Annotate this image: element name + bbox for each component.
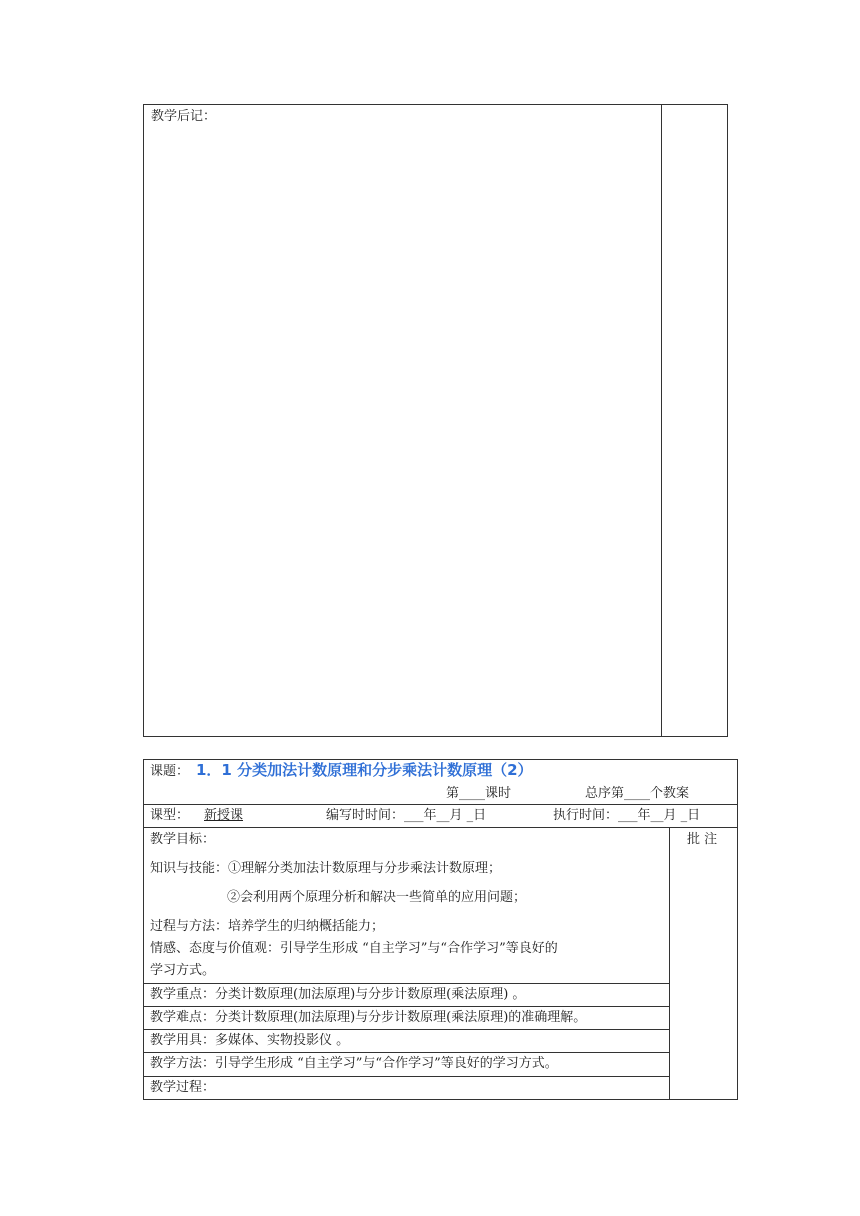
emotion-values-1: 情感、态度与价值观：引导学生形成 “自主学习”与“合作学习”等良好的: [150, 941, 558, 956]
teaching-methods: 教学方法：引导学生形成 “自主学习”与“合作学习”等良好的学习方式。: [150, 1056, 558, 1071]
row-divider: [143, 983, 669, 984]
row-divider: [143, 827, 738, 828]
process-methods: 过程与方法：培养学生的归纳概括能力；: [150, 919, 385, 934]
annotation-label: 批 注: [687, 832, 718, 847]
row-divider: [143, 1006, 669, 1007]
afterword-table: [143, 104, 728, 737]
process-label: 教学过程：: [150, 1080, 216, 1095]
execution-time: 执行时间：___年__月 _日: [553, 808, 701, 823]
row-divider: [143, 1076, 669, 1077]
afterword-column-divider: [661, 104, 662, 737]
total-plan-number: 总序第____个教案: [585, 786, 690, 801]
teaching-tools: 教学用具：多媒体、实物投影仪 。: [150, 1033, 350, 1048]
emotion-values-2: 学习方式。: [150, 963, 216, 978]
annotation-column-divider: [669, 827, 670, 1100]
row-divider: [143, 1052, 669, 1053]
lesson-type-value: 新授课: [204, 808, 244, 823]
afterword-label: 教学后记：: [151, 109, 217, 124]
topic-title: 1．1 分类加法计数原理和分步乘法计数原理（2）: [196, 761, 533, 779]
objectives-label: 教学目标：: [150, 832, 216, 847]
lesson-number: 第____课时: [446, 786, 512, 801]
knowledge-skills-2: ②会利用两个原理分析和解决一些简单的应用问题；: [227, 890, 527, 905]
knowledge-skills-1: 知识与技能：①理解分类加法计数原理与分步乘法计数原理；: [150, 861, 502, 876]
difficulties: 教学难点：分类计数原理(加法原理)与分步计数原理(乘法原理)的准确理解。: [150, 1010, 587, 1025]
row-divider: [143, 804, 738, 805]
topic-prefix: 课题：: [150, 764, 190, 779]
key-points: 教学重点：分类计数原理(加法原理)与分步计数原理(乘法原理) 。: [150, 987, 526, 1002]
row-divider: [143, 1029, 669, 1030]
written-time: 编写时时间：___年__月 _日: [326, 808, 487, 823]
lesson-type-label: 课型：: [150, 808, 190, 823]
